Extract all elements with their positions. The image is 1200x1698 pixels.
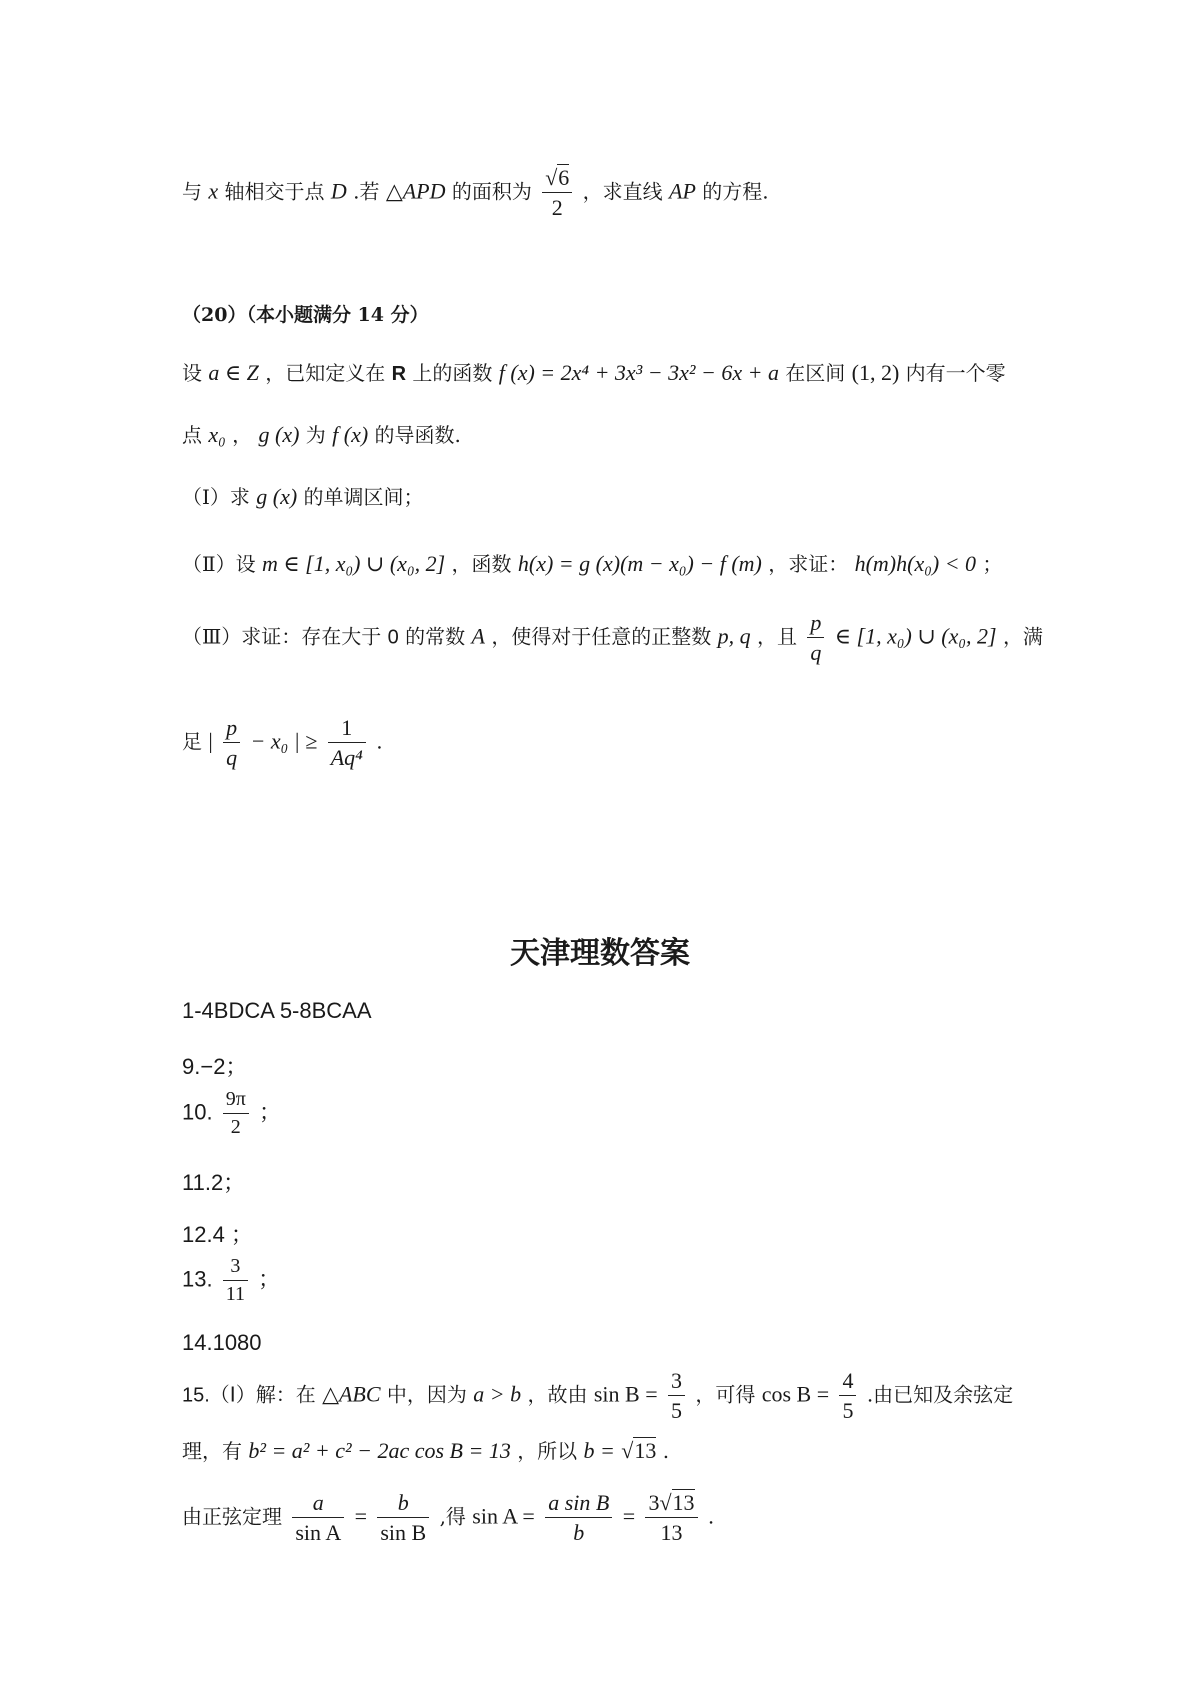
- text: 0: [387, 626, 399, 649]
- text: 的导函数.: [374, 423, 461, 447]
- text: ，且: [757, 624, 798, 649]
- text: 上的函数: [412, 361, 493, 385]
- fraction: [377, 1490, 429, 1546]
- text: 由正弦定理: [182, 1504, 282, 1529]
- p15-line1: [182, 1368, 1030, 1424]
- text: ；: [258, 1266, 281, 1292]
- math-expr: − x₀ | ≥: [250, 728, 318, 754]
- answer-14: 14.1080: [182, 1330, 262, 1355]
- fraction-denominator: b: [573, 1520, 585, 1546]
- fraction-denominator: 5: [670, 1398, 682, 1424]
- answer-11: 11.2；: [182, 1170, 246, 1195]
- text: ，所以: [517, 1439, 578, 1463]
- fraction-denominator: sin B: [380, 1520, 427, 1546]
- p15-line3: [182, 1490, 1030, 1546]
- text: 理，有: [182, 1439, 242, 1463]
- fraction-numerator: b: [377, 1490, 429, 1518]
- text: 与: [182, 179, 202, 204]
- text: 设: [182, 361, 202, 385]
- text: 足: [182, 729, 202, 754]
- fraction-denominator: Aq⁴: [330, 745, 363, 771]
- math-expr: b =: [583, 1438, 615, 1463]
- math-var: x₀: [208, 422, 226, 447]
- p20-q2: [182, 548, 1030, 577]
- fraction: [668, 1368, 685, 1424]
- p20-line2: [182, 419, 1030, 448]
- math-expr: b² = a² + c² − 2ac cos B = 13: [248, 1438, 511, 1463]
- text: ,得: [439, 1504, 466, 1529]
- fraction: [223, 1255, 248, 1306]
- math-expr: AP: [669, 178, 696, 204]
- fraction-numerator: 3: [223, 1255, 248, 1281]
- fraction-numerator: p: [807, 610, 824, 638]
- fraction: [807, 610, 824, 666]
- fraction: [839, 1368, 856, 1424]
- fraction: [328, 715, 366, 771]
- fraction: [545, 1490, 612, 1546]
- math-expr: h(x) = g (x)(m − x₀) − f (m): [517, 551, 762, 576]
- fraction: [292, 1490, 344, 1546]
- sqrt-radicand: 13: [634, 1438, 657, 1463]
- text: ，使得对于任意的正整数: [491, 624, 712, 649]
- math-var: A: [471, 623, 485, 649]
- math-expr: ∈ [1, x₀) ∪ (x₀, 2]: [834, 623, 997, 649]
- text: ，已知定义在: [265, 361, 386, 385]
- math-expr: m ∈ [1, x₀) ∪ (x₀, 2]: [261, 551, 446, 576]
- fraction-denominator: q: [810, 640, 822, 666]
- text: .: [662, 1439, 670, 1463]
- text: 的常数: [405, 624, 466, 649]
- text: 内有一个零: [905, 361, 1006, 385]
- text: 为: [305, 423, 326, 447]
- math-expr: g (x): [258, 422, 300, 447]
- answer-12: 12.4 ；: [182, 1222, 253, 1247]
- math-expr: h(m)h(x₀) < 0: [854, 551, 977, 576]
- math-expr: cos B =: [761, 1381, 830, 1407]
- answers-title: 天津理数答案: [510, 936, 690, 971]
- fraction-numerator: 9π: [223, 1088, 249, 1114]
- text: （Ⅱ）设: [182, 552, 256, 576]
- math-symbol: =: [622, 1503, 636, 1529]
- text: 的方程.: [702, 179, 769, 204]
- text: 15.（Ⅰ）解：在: [182, 1384, 316, 1407]
- text: 中，因为: [386, 1382, 467, 1407]
- math-expr: sin A =: [472, 1503, 535, 1529]
- math-expr: p, q: [717, 623, 751, 649]
- fraction-denominator: sin A: [295, 1520, 342, 1546]
- text: ，故由: [527, 1382, 588, 1407]
- fraction-denominator: 5: [842, 1398, 854, 1424]
- text: .若: [353, 179, 380, 204]
- text: ，: [232, 423, 253, 447]
- fraction-numerator: 1: [328, 715, 366, 743]
- math-expr: f (x): [332, 422, 369, 447]
- text: 的单调区间；: [303, 485, 424, 509]
- fraction-denominator: 2: [230, 1116, 241, 1138]
- text: .由已知及余弦定: [866, 1382, 1014, 1407]
- fraction-denominator: q: [226, 745, 238, 771]
- text: 的面积为: [451, 179, 532, 204]
- fraction: $\frac{3√13}{13}$: [645, 1490, 697, 1546]
- math-var: x: [208, 178, 219, 204]
- fraction-numerator: 3: [668, 1368, 685, 1396]
- coefficient: 3: [648, 1490, 660, 1515]
- p20-line1: [182, 357, 1030, 386]
- fraction: [223, 715, 240, 771]
- p15-line2: [182, 1435, 1030, 1464]
- fraction-numerator: a: [292, 1490, 344, 1518]
- fraction-numerator: p: [223, 715, 240, 743]
- fraction-numerator: 4: [839, 1368, 856, 1396]
- fraction: $\frac{√6}{2}$: [542, 165, 572, 221]
- text: （Ⅰ）求: [182, 485, 250, 509]
- fraction: [223, 1088, 249, 1139]
- answer-10: [182, 1088, 281, 1139]
- math-expr: (1, 2): [851, 360, 900, 385]
- text: ；: [982, 552, 1003, 576]
- text: ，求直线: [582, 179, 663, 204]
- sqrt: √13: [621, 1438, 657, 1463]
- p19-line: [182, 165, 1030, 221]
- fraction-numerator: a sin B: [545, 1490, 612, 1518]
- math-symbol: |: [208, 728, 213, 754]
- math-expr: a ∈ Z: [208, 360, 259, 385]
- text: .: [376, 729, 383, 754]
- answer-label: 13.: [182, 1266, 213, 1292]
- math-expr: a > b: [473, 1381, 522, 1407]
- p20-heading: （20）（本小题满分 14 分）: [182, 304, 429, 326]
- text: .: [707, 1504, 715, 1529]
- answer-13: [182, 1255, 280, 1306]
- fraction-denominator: 2: [551, 195, 563, 221]
- text: 在区间: [785, 361, 846, 385]
- text: ，求证：: [768, 552, 849, 576]
- fraction-denominator: 11: [225, 1283, 245, 1305]
- math-symbol: =: [354, 1503, 367, 1529]
- math-expr: △APD: [385, 178, 446, 204]
- p20-q3-cont: [182, 715, 1030, 771]
- text: 轴相交于点: [224, 179, 325, 204]
- text: ，函数: [451, 552, 512, 576]
- text: （Ⅲ）求证：存在大于: [182, 624, 382, 649]
- text: ；: [258, 1099, 281, 1125]
- answer-9: 9.−2；: [182, 1054, 248, 1079]
- math-expr: f (x) = 2x⁴ + 3x³ − 3x² − 6x + a: [498, 360, 779, 385]
- math-expr: sin B =: [593, 1381, 658, 1407]
- math-expr: △ABC: [322, 1381, 381, 1407]
- answer-label: 10.: [182, 1099, 213, 1125]
- math-expr: g (x): [256, 484, 298, 509]
- fraction-denominator: 13: [660, 1520, 683, 1546]
- fraction-numerator: 6: [558, 165, 570, 190]
- p20-q1: [182, 481, 1030, 510]
- sqrt-radicand: 13: [672, 1490, 695, 1515]
- math-var: D: [330, 178, 347, 204]
- text: ，满: [1002, 624, 1043, 649]
- math-set: R: [391, 363, 407, 385]
- answer-1-8: 1-4BDCA 5-8BCAA: [182, 998, 372, 1023]
- text: ，可得: [695, 1382, 756, 1407]
- text: 点: [182, 423, 202, 447]
- p20-q3: [182, 610, 1043, 666]
